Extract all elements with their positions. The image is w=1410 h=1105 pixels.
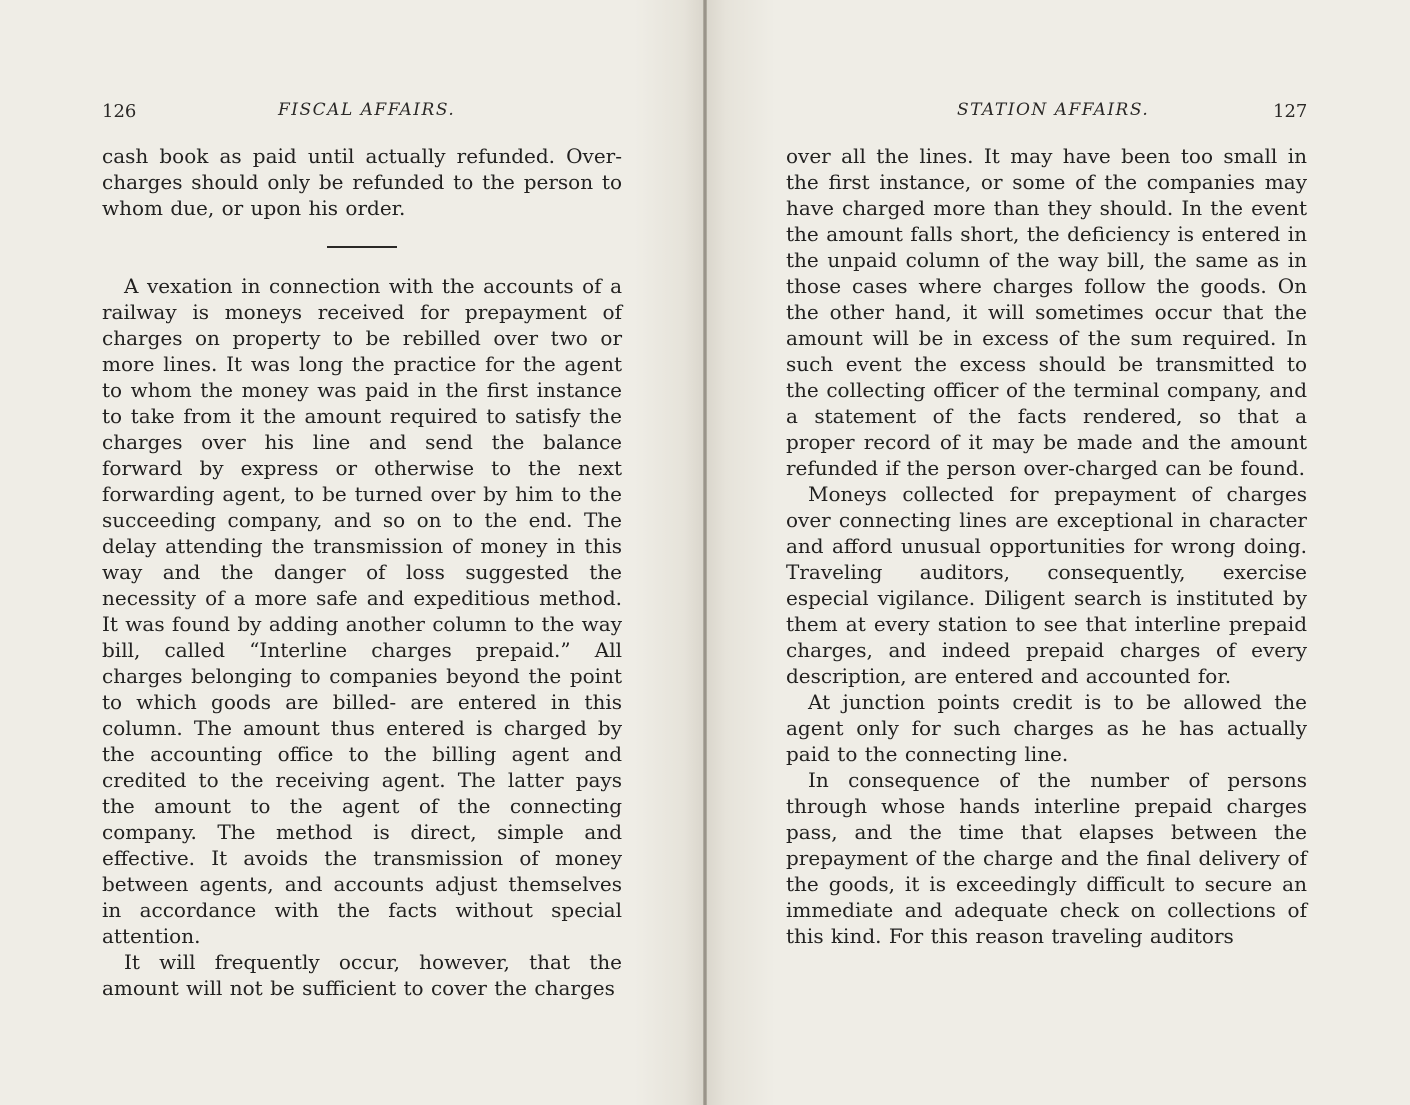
left-paragraph-1: A vexation in connection with the accounts of a railway is moneys received for prepayment of charges on property to be rebilled over two or more lines. It was long the practice for the agent to whom the money was paid in the first instance to take from it the amount required to satisfy the charges over his line and send the balance forward by express or otherwise to the next forwarding agent, to be turned over by him to the succeeding company, and so on to the end. The delay attending the transmission of money in this way and the danger of loss suggested the necessity of a more safe and expeditious method. It was found by adding another column to the way bill, called “Interline charges prepaid.” All charges belonging to companies beyond the point to which goods are billed- are entered in this column. The amount thus entered is charged by the accounting office to the billing agent and credited to the receiving agent. The latter pays the amount to the agent of the connecting company. The method is direct, simple and effective. It avoids the transmission of money between agents, and accounts adjust themselves in accordance with the facts without special attention. [102, 274, 622, 948]
section-divider-rule [327, 246, 397, 248]
right-paragraph-1: Moneys collected for prepayment of charges over connecting lines are exceptional in character and afford unusual opportunities for wrong doing. Traveling auditors, consequently, exercise especial vigilance. Diligent search is instituted by them at every station to see that interline prepaid charges, and indeed prepaid charges of every description, are entered and accounted for. [786, 482, 1307, 688]
right-paragraph-3: In consequence of the number of persons through whose hands interline prepaid charges pass, and the time that elapses between the prepayment of the charge and the final delivery of the goods, it is exceedingly difficult to secure an immediate and adequate check on collections of this kind. For this reason traveling auditors [786, 768, 1307, 948]
book-gutter [703, 0, 707, 1105]
right-carryover-text: over all the lines. It may have been too small in the first instance, or some of the companies may have charged more than they should. In the event the amount falls short, the deficiency is entered in the unpaid column of the way bill, the same as in those cases where charges follow the goods. On the other hand, it will sometimes occur that the amount will be in excess of the sum required. In such event the excess should be transmitted to the collecting officer of the terminal company, and a statement of the facts rendered, so that a proper record of it may be made and the amount refunded if the person over-charged can be found. [786, 144, 1307, 480]
right-running-head: STATION AFFAIRS. [957, 100, 1150, 120]
left-page-number: 126 [102, 101, 137, 122]
left-running-head: FISCAL AFFAIRS. [278, 100, 456, 120]
right-page [705, 0, 1410, 1105]
left-body [102, 273, 622, 1001]
right-page-number: 127 [1273, 101, 1308, 122]
right-body [786, 143, 1307, 949]
left-carryover-text: cash book as paid until actually refunded. Over-charges should only be refunded to the person to whom due, or upon his order. [102, 144, 622, 220]
right-paragraph-2: At junction points credit is to be allowed the agent only for such charges as he has actually paid to the connecting line. [786, 690, 1307, 766]
left-paragraph-2: It will frequently occur, however, that the amount will not be sufficient to cover the charges [102, 950, 622, 1000]
left-carryover-paragraph [102, 143, 622, 221]
